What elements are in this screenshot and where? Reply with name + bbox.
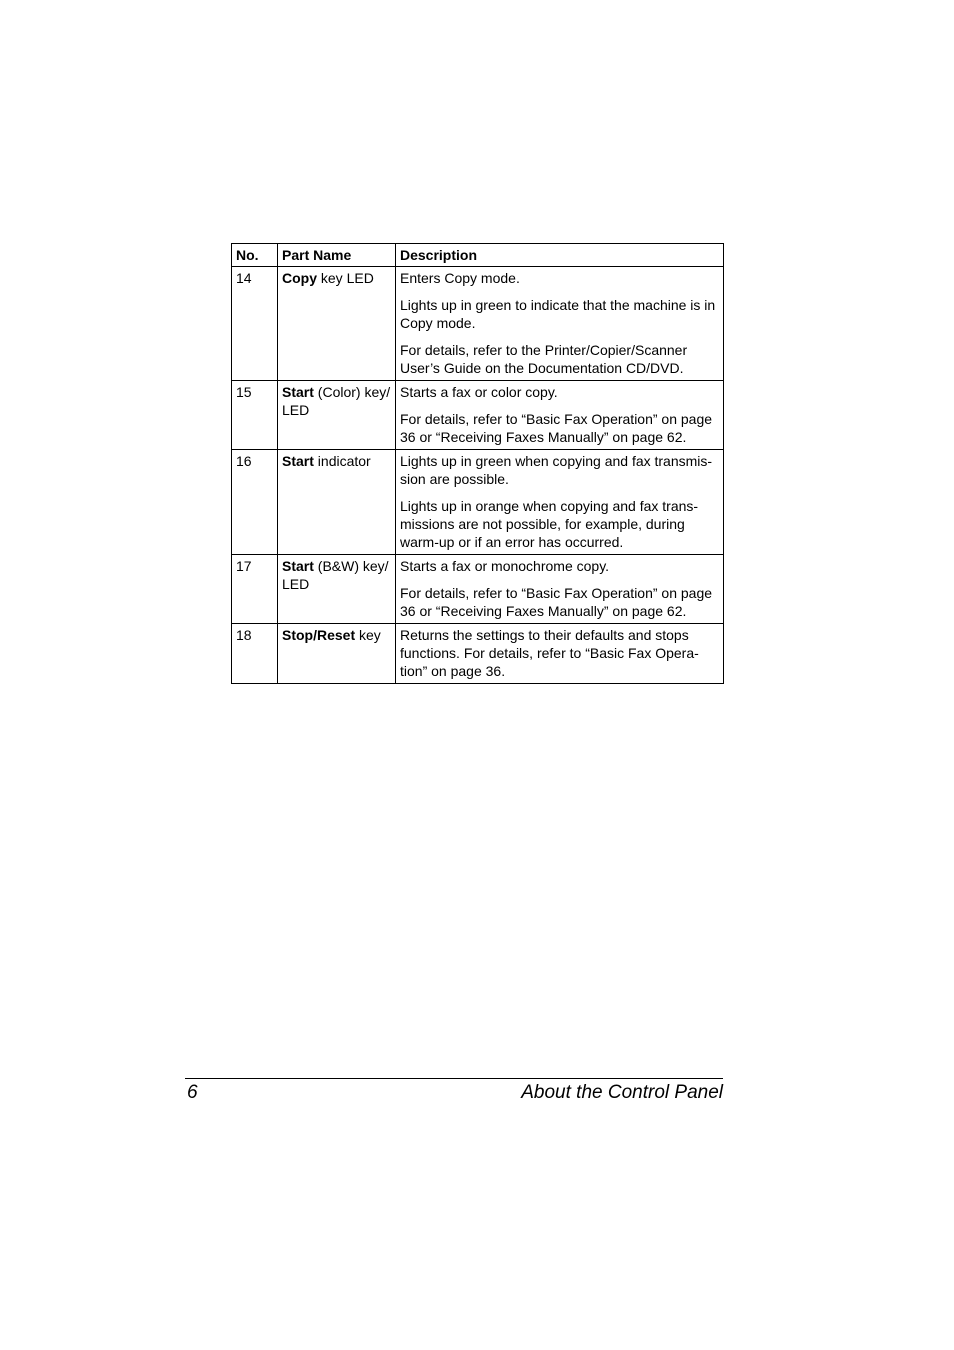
part-name-cell — [278, 624, 396, 684]
row-number: 15 — [232, 381, 278, 450]
part-name-cell — [278, 555, 396, 624]
description-paragraph: Lights up in green when copying and fax transmis-sion are possible. — [400, 453, 713, 487]
table-row — [232, 267, 724, 381]
description-paragraph: Starts a fax or color copy. — [400, 384, 558, 400]
description-cell — [396, 555, 724, 624]
footer-section-title: About the Control Panel — [521, 1082, 723, 1103]
table-row — [232, 381, 724, 450]
description-paragraph: Lights up in orange when copying and fax trans-missions are not possible, for example, during warm-up or if an error has occurred. — [400, 498, 699, 550]
header-part-name: Part Name — [278, 244, 396, 267]
page-number: 6 — [187, 1082, 198, 1103]
footer-divider — [185, 1078, 723, 1079]
row-number: 17 — [232, 555, 278, 624]
header-description: Description — [396, 244, 724, 267]
description-cell — [396, 267, 724, 381]
description-paragraph: Enters Copy mode. — [400, 270, 520, 286]
part-name-cell — [278, 267, 396, 381]
part-name-cell — [278, 381, 396, 450]
description-cell — [396, 381, 724, 450]
row-number: 18 — [232, 624, 278, 684]
description-paragraph: Returns the settings to their defaults and stops functions. For details, refer to “Basic Fax Opera-tion” on page 36. — [400, 627, 699, 679]
part-name-bold: Start — [282, 558, 314, 574]
description-paragraph: Lights up in green to indicate that the machine is in Copy mode. — [400, 297, 716, 331]
part-name-bold: Stop/Reset — [282, 627, 356, 643]
part-name-bold: Start — [282, 453, 314, 469]
parts-table — [231, 243, 724, 684]
header-no: No. — [232, 244, 278, 267]
table-row — [232, 624, 724, 684]
table-header-row — [232, 244, 724, 267]
part-name-cell — [278, 450, 396, 555]
part-name-rest: key — [355, 627, 381, 643]
part-name-bold: Copy — [282, 270, 317, 286]
part-name-rest: (Color) key/ LED — [282, 384, 391, 418]
table-row — [232, 450, 724, 555]
part-name-rest: key LED — [317, 270, 374, 286]
part-name-rest: indicator — [313, 453, 371, 469]
description-cell — [396, 624, 724, 684]
description-paragraph: For details, refer to “Basic Fax Operation” on page 36 or “Receiving Faxes Manually” on page 62. — [400, 585, 713, 619]
part-name-bold: Start — [282, 384, 314, 400]
part-name-rest: (B&W) key/ LED — [282, 558, 389, 592]
description-paragraph: For details, refer to “Basic Fax Operation” on page 36 or “Receiving Faxes Manually” on page 62. — [400, 411, 713, 445]
description-paragraph: Starts a fax or monochrome copy. — [400, 558, 610, 574]
description-paragraph: For details, refer to the Printer/Copier/Scanner User’s Guide on the Documentation CD/DVD. — [400, 342, 688, 376]
description-cell — [396, 450, 724, 555]
table-row — [232, 555, 724, 624]
row-number: 14 — [232, 267, 278, 381]
row-number: 16 — [232, 450, 278, 555]
